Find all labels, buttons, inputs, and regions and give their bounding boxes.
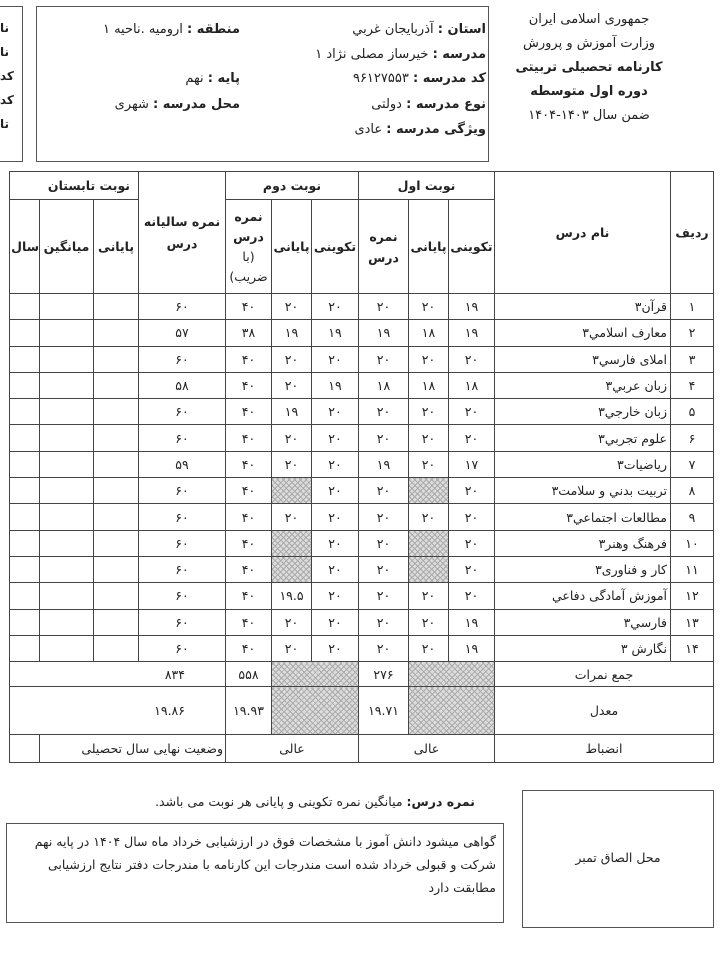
summer-final (94, 346, 139, 372)
table-row (10, 451, 714, 477)
table-row (10, 478, 714, 504)
sum-t1-hatch (409, 662, 495, 687)
grade-t2f: ۲۰ (312, 399, 359, 425)
summer-year (10, 451, 40, 477)
annual-grade: ۶۰ (139, 635, 226, 661)
final-status-value (10, 735, 40, 763)
row-number: ۱۴ (671, 635, 714, 661)
table-row (10, 583, 714, 609)
grade-t2f: ۲۰ (312, 556, 359, 582)
subject-name: زبان خارجي۳ (495, 399, 671, 425)
grade-t1f: ۲۰ (449, 346, 495, 372)
grade-t1g: ۲۰ (359, 530, 409, 556)
grade-t2g: ۴۰ (226, 504, 272, 530)
table-row (10, 425, 714, 451)
summer-final (94, 425, 139, 451)
summer-year (10, 294, 40, 320)
summer-avg (40, 504, 94, 530)
grade-t2p: ۲۰ (272, 425, 312, 451)
subject-name: زبان عربي۳ (495, 372, 671, 398)
grade-t2f: ۲۰ (312, 451, 359, 477)
info-grade: پایه : نهم (185, 71, 240, 86)
grade-t2p: ۱۹.۵ (272, 583, 312, 609)
summer-header: نوبت تابستان (10, 172, 139, 200)
header-level: دوره اول متوسطه (530, 84, 648, 99)
subject-name: رياضيات۳ (495, 451, 671, 477)
summer-year (10, 635, 40, 661)
avg-t1: ۱۹.۷۱ (359, 687, 409, 735)
grade-t1p: ۲۰ (409, 583, 449, 609)
grade-t1p: ۲۰ (409, 399, 449, 425)
grade-t2g: ۴۰ (226, 425, 272, 451)
header-country: جمهوری اسلامی ایران (528, 12, 650, 27)
sum-t1: ۲۷۶ (359, 662, 409, 687)
info-school-feature: ویژگی مدرسه : عادی (354, 122, 486, 137)
summer-year (10, 320, 40, 346)
grade-t2p: ۲۰ (272, 504, 312, 530)
grade-t2f: ۲۰ (312, 609, 359, 635)
grade-t2g: ۴۰ (226, 399, 272, 425)
summer-avg (40, 346, 94, 372)
grade-t2g: ۴۰ (226, 294, 272, 320)
info-school-code: کد مدرسه : ۹۶۱۲۷۵۵۳ (352, 71, 486, 86)
side-fragments: نا نا کد کد تا (0, 21, 14, 131)
summer-year (10, 583, 40, 609)
table-row (10, 294, 714, 320)
summer-year (10, 346, 40, 372)
grade-t1p: ۲۰ (409, 635, 449, 661)
summer-avg (40, 399, 94, 425)
grade-t2g: ۴۰ (226, 609, 272, 635)
summer-final (94, 399, 139, 425)
sum-label: جمع نمرات (495, 662, 714, 687)
summer-year (10, 530, 40, 556)
summer-year (10, 399, 40, 425)
avg-label: معدل (495, 687, 714, 735)
row-number: ۴ (671, 372, 714, 398)
row-number: ۲ (671, 320, 714, 346)
annual-grade: ۶۰ (139, 583, 226, 609)
discipline-t1: عالی (359, 735, 495, 763)
grade-t1g: ۲۰ (359, 556, 409, 582)
grade-t1g: ۲۰ (359, 399, 409, 425)
avg-t2-hatch (272, 687, 359, 735)
summer-year (10, 372, 40, 398)
subject-name: قرآن۳ (495, 294, 671, 320)
subject-name: فرهنگ وهنر۳ (495, 530, 671, 556)
info-province: استان : آذربایجان غربي (352, 22, 486, 37)
summer-year (10, 556, 40, 582)
grade-t2g: ۴۰ (226, 530, 272, 556)
annual-grade: ۶۰ (139, 399, 226, 425)
grade-t2p: ۲۰ (272, 451, 312, 477)
grade-t1f: ۱۹ (449, 635, 495, 661)
grade-t1p: ۲۰ (409, 294, 449, 320)
subject-name: آموزش آمادگی دفاعي (495, 583, 671, 609)
grade-t2g: ۴۰ (226, 372, 272, 398)
sum-annual: ۸۳۴ (10, 662, 226, 687)
row-number: ۱۳ (671, 609, 714, 635)
grade-t1p: ۱۸ (409, 372, 449, 398)
grade-t2g: ۴۰ (226, 583, 272, 609)
table-row (10, 399, 714, 425)
grade-t1f: ۱۹ (449, 320, 495, 346)
summer-avg (40, 635, 94, 661)
grade-t1p: ۱۸ (409, 320, 449, 346)
annual-grade: ۶۰ (139, 294, 226, 320)
grade-definition-note: نمره درس: میانگین نمره تکوینی و پایانی هر نوبت می باشد. (155, 794, 475, 809)
grade-t2g: ۴۰ (226, 346, 272, 372)
grade-t2p: ۲۰ (272, 372, 312, 398)
summer-final (94, 609, 139, 635)
grade-t2g: ۴۰ (226, 635, 272, 661)
summer-final (94, 372, 139, 398)
header-ministry: وزارت آموزش و پرورش (522, 36, 655, 51)
grade-t2f: ۲۰ (312, 635, 359, 661)
row-number: ۵ (671, 399, 714, 425)
stamp-label: محل الصاق تمبر (575, 850, 661, 865)
info-school: مدرسه : خیرساز مصلی نژاد ۱ (315, 47, 486, 62)
grade-t1g: ۲۰ (359, 583, 409, 609)
annual-grade: ۵۸ (139, 372, 226, 398)
row-number: ۱۱ (671, 556, 714, 582)
summer-final (94, 635, 139, 661)
info-school-place: محل مدرسه : شهری (114, 97, 240, 112)
grade-t1f: ۲۰ (449, 425, 495, 451)
summer-avg (40, 320, 94, 346)
grade-t2p: ۱۹ (272, 399, 312, 425)
row-number: ۷ (671, 451, 714, 477)
grade-t2g: ۴۰ (226, 451, 272, 477)
grade-t1g: ۱۹ (359, 320, 409, 346)
summer-avg (40, 609, 94, 635)
discipline-t2: عالی (226, 735, 359, 763)
summer-avg (40, 372, 94, 398)
summer-final (94, 478, 139, 504)
annual-grade: ۶۰ (139, 556, 226, 582)
grade-t1g: ۲۰ (359, 504, 409, 530)
report-header (514, 8, 664, 128)
grade-t2f: ۲۰ (312, 346, 359, 372)
grade-t2p: ۲۰ (272, 609, 312, 635)
summer-final (94, 320, 139, 346)
grades-table (9, 171, 714, 763)
subject-name: املای فارسي۳ (495, 346, 671, 372)
row-number: ۹ (671, 504, 714, 530)
subject-name: مطالعات اجتماعي۳ (495, 504, 671, 530)
grade-t2f: ۲۰ (312, 478, 359, 504)
row-number: ۱۰ (671, 530, 714, 556)
grade-t1f: ۲۰ (449, 478, 495, 504)
t2-formative-header: تکوینی (312, 200, 359, 294)
header-year: ضمن سال ۱۴۰۳-۱۴۰۴ (528, 108, 650, 123)
table-row (10, 320, 714, 346)
summer-year (10, 609, 40, 635)
grade-t1p: ۲۰ (409, 609, 449, 635)
row-number: ۸ (671, 478, 714, 504)
grade-t1p: ۲۰ (409, 425, 449, 451)
grade-t1f: ۱۸ (449, 372, 495, 398)
grade-t2f: ۲۰ (312, 425, 359, 451)
grade-t1p (409, 556, 449, 582)
subject-name: تربيت بدني و سلامت۳ (495, 478, 671, 504)
grade-t2f: ۱۹ (312, 320, 359, 346)
grade-t1f: ۲۰ (449, 530, 495, 556)
summer-year (10, 504, 40, 530)
table-row (10, 372, 714, 398)
term1-header: نوبت اول (359, 172, 495, 200)
discipline-label: انضباط (495, 735, 714, 763)
annual-grade: ۶۰ (139, 425, 226, 451)
summer-avg (40, 478, 94, 504)
annual-grade: ۵۹ (139, 451, 226, 477)
grade-t2f: ۲۰ (312, 530, 359, 556)
grade-t2p (272, 478, 312, 504)
grade-t1f: ۱۷ (449, 451, 495, 477)
summer-final (94, 294, 139, 320)
t1-grade-header: نمره درس (359, 200, 409, 294)
subject-name: نگارش ۳ (495, 635, 671, 661)
grade-t1p (409, 530, 449, 556)
grade-t1f: ۲۰ (449, 399, 495, 425)
grade-t2p: ۲۰ (272, 294, 312, 320)
sum-t2-hatch (272, 662, 359, 687)
summer-avg (40, 556, 94, 582)
grade-t2p (272, 556, 312, 582)
grade-t1g: ۲۰ (359, 346, 409, 372)
summer-final (94, 583, 139, 609)
grade-t1p: ۲۰ (409, 504, 449, 530)
summer-avg (40, 294, 94, 320)
grade-t2g: ۴۰ (226, 478, 272, 504)
summer-avg (40, 425, 94, 451)
grade-t2f: ۲۰ (312, 504, 359, 530)
grade-t1p (409, 478, 449, 504)
avg-t1-hatch (409, 687, 495, 735)
grade-t2f: ۲۰ (312, 583, 359, 609)
grade-t1g: ۲۰ (359, 425, 409, 451)
s-avg-header: میانگین (40, 200, 94, 294)
row-number: ۳ (671, 346, 714, 372)
s-final-header: پایانی (94, 200, 139, 294)
summer-final (94, 504, 139, 530)
grade-t1p: ۲۰ (409, 346, 449, 372)
summer-year (10, 425, 40, 451)
term2-header: نوبت دوم (226, 172, 359, 200)
table-row (10, 346, 714, 372)
summer-avg (40, 583, 94, 609)
annual-grade: ۶۰ (139, 346, 226, 372)
s-year-header: سال (10, 200, 40, 294)
subject-name: علوم تجربي۳ (495, 425, 671, 451)
annual-grade: ۶۰ (139, 478, 226, 504)
grade-t2p: ۲۰ (272, 635, 312, 661)
summer-final (94, 451, 139, 477)
grade-t1f: ۱۹ (449, 609, 495, 635)
table-row (10, 556, 714, 582)
grade-t1f: ۲۰ (449, 583, 495, 609)
avg-annual: ۱۹.۸۶ (10, 687, 226, 735)
final-status-label: وضعیت نهایی سال تحصیلی (40, 735, 226, 763)
header-report-title: کارنامه تحصیلی تربیتی (515, 60, 663, 75)
certificate-text: گواهی میشود دانش آموز با مشخصات فوق در ارزشیابی خرداد ماه سال ۱۴۰۴ در پایه نهم شرکت و قبولی خرداد شده است مندرجات این کارنامه با مندرجات دفتر نتایج ارزشیابی مطابقت دارد (34, 834, 496, 895)
grade-t1f: ۲۰ (449, 556, 495, 582)
grade-t1g: ۲۰ (359, 294, 409, 320)
info-school-type: نوع مدرسه : دولتی (371, 97, 486, 112)
grade-t1g: ۱۸ (359, 372, 409, 398)
grade-t2f: ۱۹ (312, 372, 359, 398)
col-name-header: نام درس (495, 172, 671, 294)
table-row (10, 609, 714, 635)
annual-grade: ۵۷ (139, 320, 226, 346)
grade-t2g: ۳۸ (226, 320, 272, 346)
avg-t2: ۱۹.۹۳ (226, 687, 272, 735)
grade-t2g: ۴۰ (226, 556, 272, 582)
grade-t2f: ۲۰ (312, 294, 359, 320)
info-region: منطقه : ارومیه .ناحیه ۱ (102, 22, 240, 37)
grade-t1g: ۱۹ (359, 451, 409, 477)
grade-t1f: ۱۹ (449, 294, 495, 320)
t2-final-header: پایانی (272, 200, 312, 294)
summer-avg (40, 530, 94, 556)
annual-grade: ۶۰ (139, 530, 226, 556)
col-row-header: ردیف (671, 172, 714, 294)
row-number: ۶ (671, 425, 714, 451)
grade-t2p: ۲۰ (272, 346, 312, 372)
table-row (10, 530, 714, 556)
grade-t2p: ۱۹ (272, 320, 312, 346)
grade-t2p (272, 530, 312, 556)
summer-final (94, 556, 139, 582)
subject-name: معارف اسلامي۳ (495, 320, 671, 346)
grade-t1g: ۲۰ (359, 609, 409, 635)
summer-avg (40, 451, 94, 477)
t2-grade-header: نمره درس (با ضریب) (226, 200, 272, 294)
subject-name: کار و فناوری۳ (495, 556, 671, 582)
table-row (10, 504, 714, 530)
annual-grade: ۶۰ (139, 609, 226, 635)
summer-final (94, 530, 139, 556)
table-row (10, 635, 714, 661)
row-number: ۱۲ (671, 583, 714, 609)
summer-year (10, 478, 40, 504)
annual-header: نمره سالیانه درس (139, 172, 226, 294)
t1-final-header: پایانی (409, 200, 449, 294)
subject-name: فارسي۳ (495, 609, 671, 635)
grade-t1g: ۲۰ (359, 635, 409, 661)
row-number: ۱ (671, 294, 714, 320)
grade-t1g: ۲۰ (359, 478, 409, 504)
grade-t1f: ۲۰ (449, 504, 495, 530)
annual-grade: ۶۰ (139, 504, 226, 530)
t1-formative-header: تکوینی (449, 200, 495, 294)
grade-t1p: ۲۰ (409, 451, 449, 477)
sum-t2: ۵۵۸ (226, 662, 272, 687)
